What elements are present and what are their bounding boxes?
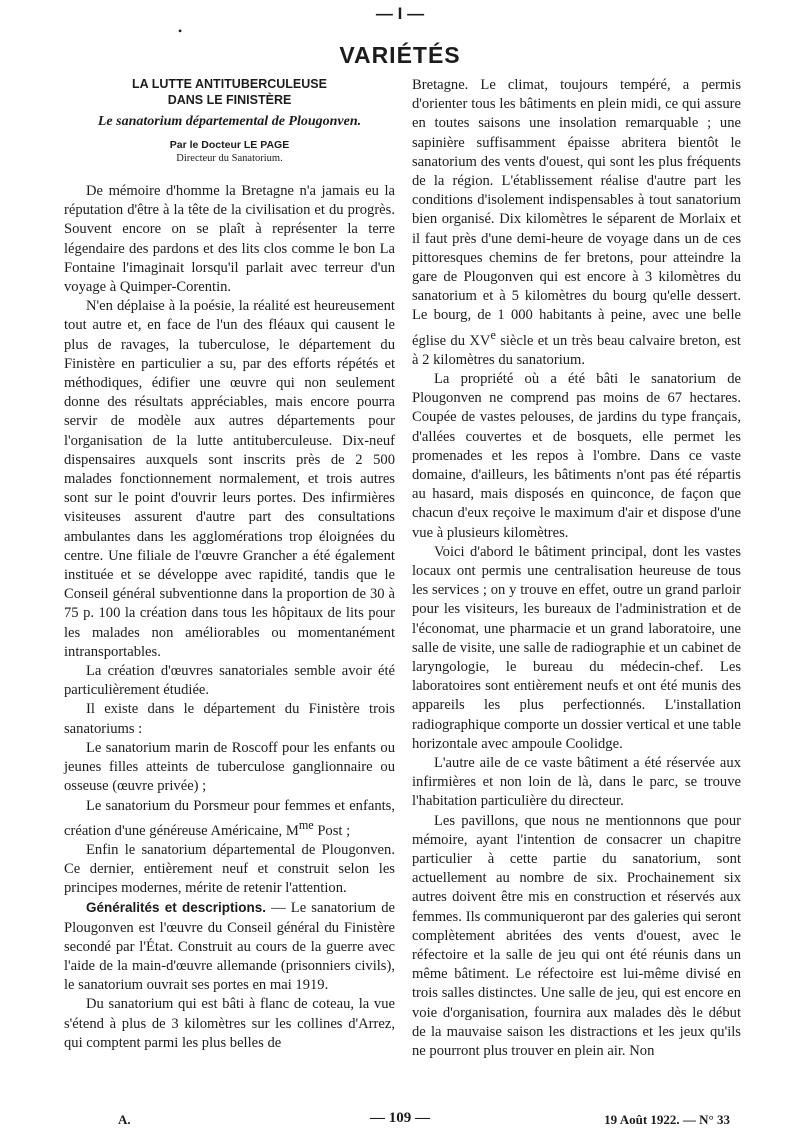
paragraph: L'autre aile de ce vaste bâtiment a été réservée aux infirmières et non loin de là, dans le parc, se trouve l'habitation particulière du directeur. <box>412 754 741 810</box>
page-number: — I — <box>375 4 425 23</box>
paragraph <box>64 898 395 995</box>
superscript: me <box>298 817 314 832</box>
paragraph-text: Bretagne. Le climat, toujours tempéré, a permis d'orienter tous les bâtiments en plein midi, ce qui assure en toutes saisons une insolation remarquable ; une sapinière suffisamment épaisse abritera bientôt le sanatorium des vents d'ouest, qui sont les plus fréquents de la région. L'établissement réalise d'autre part les conditions d'isolement indispensables à tout sanatorium bien organisé. Dix kilomètres le séparent de Morlaix et il faut près d'une demi-heure de voyage dans un de ces pittoresques chemins de fer bretons, pour atteindre la gare de Plougonven qui est encore à 3 kilomètres du sanatorium et à 5 kilomètres du bourg qu'elle dessert. Le bourg, de 1 000 habitants à peine, avec une belle église du XV <box>412 77 741 349</box>
paragraph: Il existe dans le département du Finistère trois sanatoriums : <box>64 701 395 737</box>
paragraph <box>64 797 395 841</box>
paragraph-text: siècle et un très beau calvaire breton, est à 2 kilomètres du sanatorium. <box>412 332 741 368</box>
footer-left: A. <box>118 1112 131 1127</box>
paragraph-text: — Le sanatorium de Plougonven est l'œuvre du Conseil général du Finistère secondé par l'État. Construit au cours de la guerre avec l'aide de la main-d'œuvre allemande (prisonniers civils), le sanatorium ouvrait ses portes en mai 1919. <box>64 900 396 994</box>
paragraph-text: Le sanatorium du Porsmeur pour femmes et enfants, création d'une généreuse Américaine, M <box>64 797 395 839</box>
paragraph-text: Post ; <box>313 822 351 839</box>
article-subtitle: Le sanatorium départemental de Plougonven. <box>97 114 362 129</box>
paragraph: N'en déplaise à la poésie, la réalité est heureusement tout autre et, en face de l'un des fléaux qui causent le plus de ravages, la tuberculose, le département du Finistère en particulier a su, par des efforts répétés et méthodiques, édifier une œuvre qui non seulement donne des résultats appréciables, mais encore pourra servir de modèle aux autres départements pour l'organisation de la lutte antituberculeuse. Dix-neuf dispensaires auxquels sont inscrits près de 2 500 malades fonctionnement normalement, et trois autres sont sur le point d'ouvrir leurs portes. Des infirmières visiteuses assurent d'autre part des consultations ambulantes dans les agglomérations trop éloignées du centre. Une filiale de l'œuvre Grancher a été également instituée et se développe avec rapidité, tandis que le Conseil général subventionne dans la proportion de 30 à 75 p. 100 la création dans tous les hôpitaux de lits pour les malades non améliorables ou momentanément intransportables. <box>64 298 395 660</box>
article-title <box>64 76 395 108</box>
byline: Par le Docteur LE PAGE <box>169 139 290 151</box>
paragraph: Du sanatorium qui est bâti à flanc de coteau, la vue s'étend à plus de 3 kilomètres sur les collines d'Arrez, qui comptent parmi les plus belles de <box>64 996 395 1051</box>
superscript: e <box>490 327 496 342</box>
section-title: VARIÉTÉS <box>339 42 461 68</box>
left-column <box>64 76 395 1053</box>
article-title-line-2: DANS LE FINISTÈRE <box>167 93 292 107</box>
right-column <box>412 76 741 1061</box>
footer-page-number: — 109 — <box>370 1110 430 1126</box>
byline-role: Directeur du Sanatorium. <box>176 153 283 164</box>
paragraph: Le sanatorium marin de Roscoff pour les enfants ou jeunes filles atteints de tuberculose ganglionnaire ou osseuse (œuvre privée) ; <box>64 739 395 795</box>
paragraph: La propriété où a été bâti le sanatorium de Plougonven ne comprend pas moins de 67 hectares. Coupée de vastes pelouses, de jardins du type français, d'allées couvertes et de bosquets, elle permet les promenades et les repos à l'ombre. Dans ce vaste domaine, d'ailleurs, les bâtiments n'ont pas été répartis au hasard, mais disposés en quinconce, de façon que chacun d'eux reçoive le maximum d'air et dispose d'une vue à plusieurs kilomètres. <box>412 370 741 541</box>
article-title-line-1: LA LUTTE ANTITUBERCULEUSE <box>132 77 327 91</box>
paragraph: Les pavillons, que nous ne mentionnons que pour mémoire, ayant l'intention de consacrer un chapitre particulier à cette partie du sanatorium, sont actuellement au nombre de six. Prochainement six autres doivent être mis en construction et réservés aux femmes. Ils communiqueront par des galeries qui seront complètement abritées des vents d'ouest, avec le réfectoire et la salle de jeu qui ont été réunis dans un même bâtiment. Le réfectoire est lui-même divisé en trois salles distinctes. Une salle de jeu, qui est encore en voie d'organisation, fournira aux malades dès le début de la mauvaise saison les distractions et les jeux qu'ils ne pourront plus trouver en plein air. Non <box>412 812 741 1060</box>
paragraph: De mémoire d'homme la Bretagne n'a jamais eu la réputation d'être à la tête de la civilisation et du progrès. Souvent encore on se plaît à représenter la terre légendaire des pardons et des lits clos comme le bon La Fontaine l'imaginait lorsqu'il parlait avec terreur d'un voyage à Quimper-Corentin. <box>64 183 395 296</box>
footer-date-issue: 19 Août 1922. — N° 33 <box>604 1112 730 1127</box>
paragraph: La création d'œuvres sanatoriales semble avoir été particulièrement étudiée. <box>64 663 395 699</box>
paragraph: Enfin le sanatorium départemental de Plougonven. Ce dernier, entièrement neuf et construit selon les principes modernes, mérite de retenir l'attention. <box>64 841 395 897</box>
subsection-heading: Généralités et descriptions. <box>86 900 266 916</box>
paragraph: Voici d'abord le bâtiment principal, dont les vastes locaux ont permis une centralisation heureuse de tous les services ; on y trouve en effet, outre un grand parloir pour les visiteurs, les bureaux de l'administration et de l'économat, une pharmacie et un grand laboratoire, une salle de visite, une salle de radiographie et un cabinet de laryngologie, le bureau du médecin-chef. Les laboratoires sont entièrement neufs et ont été munis des appareils les plus perfectionnés. L'installation radiographique comporte un dossier vertical et une table horizontale avec ampoule Coolidge. <box>412 543 741 752</box>
paragraph <box>412 76 741 370</box>
print-dot: • <box>178 24 183 38</box>
